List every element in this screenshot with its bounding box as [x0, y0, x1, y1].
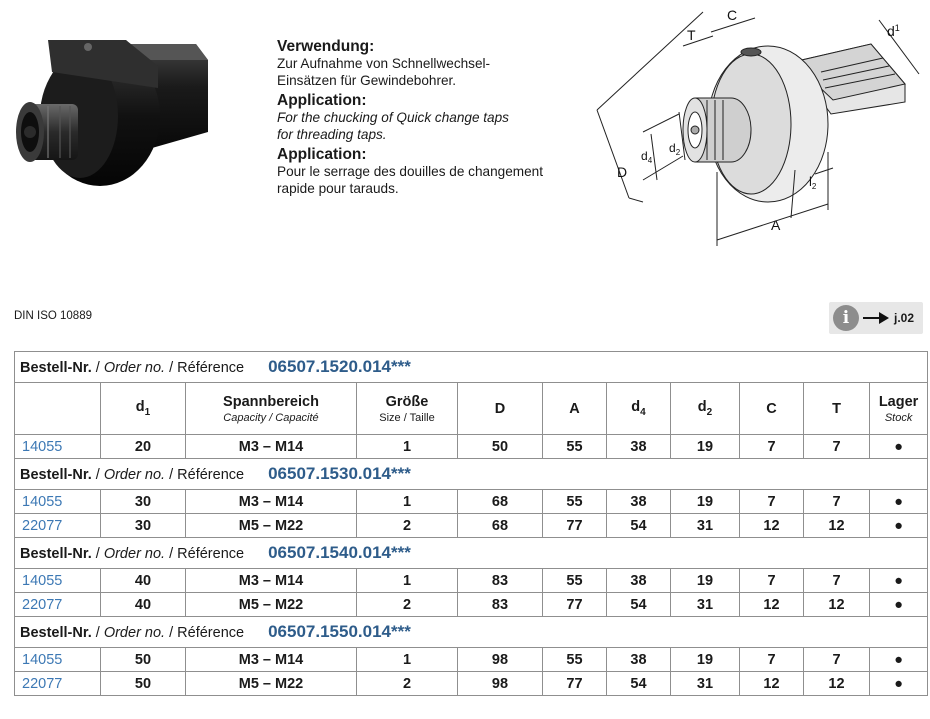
article-number[interactable]: 14055	[15, 435, 101, 459]
cell-c: 12	[740, 593, 804, 617]
cell-d1: 50	[101, 648, 186, 672]
product-photo	[8, 22, 233, 192]
order-label-fr: Référence	[177, 467, 245, 483]
order-label: Bestell-Nr.	[20, 360, 92, 376]
cell-size: 2	[357, 672, 458, 696]
cell-capacity: M3 – M14	[186, 569, 357, 593]
cell-c: 12	[740, 514, 804, 538]
cell-d: 68	[458, 514, 543, 538]
cell-d2: 31	[671, 593, 740, 617]
table-row	[15, 593, 928, 617]
cell-t: 12	[804, 514, 870, 538]
group-title-row: Bestell-Nr. / Order no. / Référence 06507.1540.014***	[15, 538, 928, 569]
cell-d: 98	[458, 648, 543, 672]
cell-t: 7	[804, 490, 870, 514]
fr-text-2: rapide pour tarauds.	[277, 180, 399, 196]
article-number[interactable]: 22077	[15, 593, 101, 617]
dim-label-a: A	[771, 217, 781, 233]
cell-d1: 30	[101, 490, 186, 514]
cell-a: 77	[543, 593, 607, 617]
header-article	[15, 383, 101, 435]
en-heading: Application:	[277, 92, 367, 109]
cell-stock: ●	[870, 435, 928, 459]
header-size: Größe Size / Taille	[357, 383, 458, 435]
cell-t: 12	[804, 593, 870, 617]
group-code: 06507.1530.014***	[268, 464, 411, 483]
cell-d2: 31	[671, 672, 740, 696]
article-number[interactable]: 14055	[15, 569, 101, 593]
cell-size: 2	[357, 593, 458, 617]
dim-label-t: T	[687, 27, 696, 43]
cell-d4: 54	[607, 672, 671, 696]
header-t: T	[804, 383, 870, 435]
cell-stock: ●	[870, 648, 928, 672]
cell-a: 77	[543, 672, 607, 696]
order-label-en: Order no.	[103, 546, 166, 562]
cell-d1: 40	[101, 593, 186, 617]
order-label: Bestell-Nr.	[20, 546, 92, 562]
cell-d2: 19	[671, 569, 740, 593]
group-title-row: Bestell-Nr. / Order no. / Référence 06507.1520.014***	[15, 352, 928, 383]
cell-t: 7	[804, 648, 870, 672]
order-label-fr: Référence	[177, 360, 245, 376]
cell-c: 7	[740, 490, 804, 514]
group-code: 06507.1550.014***	[268, 622, 411, 641]
cell-capacity: M3 – M14	[186, 435, 357, 459]
cell-a: 55	[543, 569, 607, 593]
article-number[interactable]: 22077	[15, 672, 101, 696]
order-label-fr: Référence	[177, 625, 245, 641]
cell-capacity: M5 – M22	[186, 672, 357, 696]
cell-capacity: M3 – M14	[186, 490, 357, 514]
cell-d4: 54	[607, 514, 671, 538]
cell-t: 7	[804, 569, 870, 593]
cell-d4: 38	[607, 648, 671, 672]
description	[277, 38, 607, 197]
header-d: D	[458, 383, 543, 435]
article-number[interactable]: 14055	[15, 648, 101, 672]
info-ref-text: j.02	[894, 311, 915, 325]
cell-size: 1	[357, 490, 458, 514]
cell-d4: 54	[607, 593, 671, 617]
header-c: C	[740, 383, 804, 435]
group-title-row: Bestell-Nr. / Order no. / Référence 06507.1530.014***	[15, 459, 928, 490]
cell-capacity: M3 – M14	[186, 648, 357, 672]
table-row	[15, 648, 928, 672]
header-stock: Lager Stock	[870, 383, 928, 435]
order-label-fr: Référence	[177, 546, 245, 562]
group-title-row: Bestell-Nr. / Order no. / Référence 06507.1550.014***	[15, 617, 928, 648]
cell-d1: 50	[101, 672, 186, 696]
fr-text-1: Pour le serrage des douilles de changement	[277, 164, 544, 179]
dimension-drawing	[583, 2, 925, 264]
cell-c: 12	[740, 672, 804, 696]
table-row	[15, 569, 928, 593]
cell-c: 7	[740, 435, 804, 459]
cell-d: 83	[458, 569, 543, 593]
cell-d1: 30	[101, 514, 186, 538]
cell-d4: 38	[607, 569, 671, 593]
table-row	[15, 490, 928, 514]
dim-label-big-d: D	[617, 164, 628, 180]
order-label: Bestell-Nr.	[20, 625, 92, 641]
cell-t: 12	[804, 672, 870, 696]
cell-size: 1	[357, 648, 458, 672]
info-reference[interactable]	[829, 302, 923, 334]
cell-stock: ●	[870, 490, 928, 514]
cell-stock: ●	[870, 514, 928, 538]
group-code: 06507.1540.014***	[268, 543, 411, 562]
order-table	[14, 351, 928, 696]
order-label-en: Order no.	[103, 625, 166, 641]
dim-label-d1: $d^1$	[887, 23, 900, 39]
table-row	[15, 514, 928, 538]
arrow-right-icon	[861, 308, 891, 328]
cell-d2: 19	[671, 435, 740, 459]
order-label-en: Order no.	[103, 467, 166, 483]
cell-d4: 38	[607, 435, 671, 459]
cell-size: 1	[357, 569, 458, 593]
en-text-2: for threading taps.	[277, 126, 387, 142]
en-text-1: For the chucking of Quick change taps	[277, 110, 509, 125]
cell-d1: 20	[101, 435, 186, 459]
cell-stock: ●	[870, 672, 928, 696]
article-number[interactable]: 22077	[15, 514, 101, 538]
table-header-row	[15, 383, 928, 435]
table-row	[15, 435, 928, 459]
dim-label-d4: $d_4$	[641, 149, 653, 165]
cell-a: 55	[543, 648, 607, 672]
cell-size: 2	[357, 514, 458, 538]
order-label-en: Order no.	[103, 360, 166, 376]
group-code: 06507.1520.014***	[268, 357, 411, 376]
de-heading: Verwendung:	[277, 38, 375, 55]
cell-c: 7	[740, 648, 804, 672]
cell-a: 77	[543, 514, 607, 538]
de-text-1: Zur Aufnahme von Schnellwechsel-	[277, 56, 491, 71]
dim-label-d2: $d_2$	[669, 141, 681, 157]
header-d2: $d_2$	[671, 383, 740, 435]
cell-d2: 19	[671, 648, 740, 672]
dim-label-l2: $l_2$	[809, 174, 817, 191]
header-a: A	[543, 383, 607, 435]
cell-a: 55	[543, 435, 607, 459]
cell-capacity: M5 – M22	[186, 514, 357, 538]
cell-stock: ●	[870, 569, 928, 593]
order-label: Bestell-Nr.	[20, 467, 92, 483]
cell-d4: 38	[607, 490, 671, 514]
cell-d: 50	[458, 435, 543, 459]
header-d1: $d_1$	[101, 383, 186, 435]
article-number[interactable]: 14055	[15, 490, 101, 514]
cell-d: 68	[458, 490, 543, 514]
cell-a: 55	[543, 490, 607, 514]
fr-heading: Application:	[277, 146, 367, 163]
cell-c: 7	[740, 569, 804, 593]
cell-t: 7	[804, 435, 870, 459]
cell-stock: ●	[870, 593, 928, 617]
standard-label: DIN ISO 10889	[14, 310, 92, 322]
cell-d2: 19	[671, 490, 740, 514]
de-text-2: Einsätzen für Gewindebohrer.	[277, 72, 457, 88]
header-capacity: Spannbereich Capacity / Capacité	[186, 383, 357, 435]
header-d4: $d_4$	[607, 383, 671, 435]
cell-d: 83	[458, 593, 543, 617]
table-row	[15, 672, 928, 696]
dim-label-c: C	[727, 7, 738, 23]
cell-d: 98	[458, 672, 543, 696]
info-icon: i	[833, 305, 859, 331]
cell-d2: 31	[671, 514, 740, 538]
cell-d1: 40	[101, 569, 186, 593]
cell-capacity: M5 – M22	[186, 593, 357, 617]
cell-size: 1	[357, 435, 458, 459]
